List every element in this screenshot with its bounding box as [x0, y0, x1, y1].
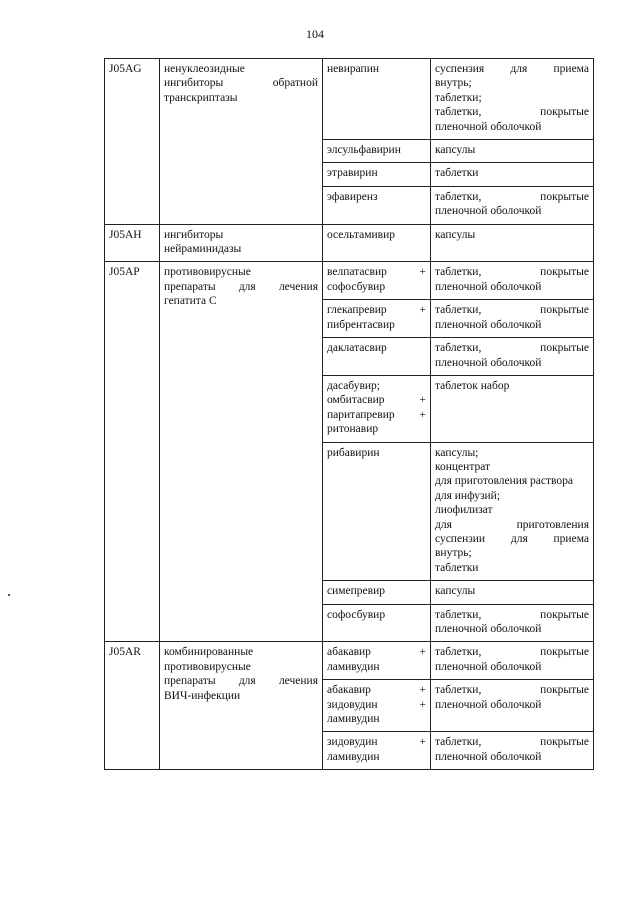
pharmacological-group-cell: [160, 262, 323, 642]
group-text-line: гепатита С: [164, 295, 217, 308]
atc-code-cell: J05AH: [105, 224, 160, 262]
drug-name-cell: [323, 581, 431, 604]
drug-name-cell: [323, 224, 431, 262]
drug-name-line: дасабувир;: [327, 379, 380, 392]
drug-name-line: элсульфавирин: [327, 144, 401, 157]
group-text-line: комбинированные: [164, 646, 254, 659]
drug-name-line: омбитасвир +: [327, 394, 426, 407]
table-row: [105, 59, 594, 140]
drug-name-line: этравирин: [327, 167, 378, 180]
table-row: [105, 642, 594, 680]
dosage-form-line: пленочной оболочкой: [435, 698, 542, 711]
table-row: [105, 262, 594, 300]
drug-name-line: эфавиренз: [327, 190, 378, 203]
drug-name-line: ламивудин: [327, 713, 380, 726]
drug-name-cell: [323, 59, 431, 140]
dosage-form-line: таблетки, покрытые: [435, 684, 589, 697]
drug-name-cell: [323, 186, 431, 224]
drug-name-line: ламивудин: [327, 750, 380, 763]
drug-name-line: велпатасвир +: [327, 266, 426, 279]
group-text-line: ингибиторы обратной: [164, 77, 318, 90]
group-text-line: нейраминидазы: [164, 243, 242, 256]
page-number: 104: [306, 27, 324, 41]
dosage-form-line: суспензии для приема: [435, 532, 589, 545]
dosage-form-line: пленочной оболочкой: [435, 280, 542, 293]
dosage-form-line: таблетки, покрытые: [435, 190, 589, 203]
dosage-form-cell: [431, 300, 594, 338]
dosage-form-line: внутрь;: [435, 547, 472, 560]
dosage-form-line: капсулы: [435, 144, 476, 157]
dosage-form-line: таблетки: [435, 561, 479, 574]
dosage-form-line: суспензия для приема: [435, 63, 589, 75]
dosage-form-line: пленочной оболочкой: [435, 623, 542, 635]
group-text-line: ВИЧ-инфекции: [164, 689, 241, 702]
drug-name-cell: [323, 375, 431, 442]
drug-name-cell: [323, 140, 431, 163]
dosage-form-cell: [431, 186, 594, 224]
dosage-form-line: таблетки, покрытые: [435, 266, 589, 279]
dosage-form-line: таблетки, покрытые: [435, 646, 589, 659]
drug-name-line: софосбувир: [327, 280, 386, 293]
drug-name-cell: [323, 604, 431, 642]
drug-name-line: софосбувир: [327, 608, 386, 621]
dosage-form-line: таблетки, покрытые: [435, 342, 589, 355]
dosage-form-cell: [431, 604, 594, 642]
dosage-form-cell: [431, 338, 594, 376]
drug-name-cell: [323, 442, 431, 581]
dosage-form-line: для приготовления раствора: [435, 475, 573, 488]
dosage-form-line: таблетки;: [435, 91, 482, 104]
dosage-form-cell: [431, 732, 594, 770]
dosage-form-cell: [431, 224, 594, 262]
drug-name-line: зидовудин +: [327, 736, 426, 749]
dosage-form-line: пленочной оболочкой: [435, 318, 542, 331]
dosage-form-line: таблетки, покрытые: [435, 106, 589, 119]
drug-name-cell: [323, 642, 431, 680]
group-text-line: ненуклеозидные: [164, 63, 245, 75]
drug-name-cell: [323, 300, 431, 338]
dosage-form-cell: [431, 680, 594, 732]
drug-name-line: ритонавир: [327, 423, 379, 436]
drug-name-cell: [323, 680, 431, 732]
drug-name-line: рибавирин: [327, 446, 380, 459]
group-text-line: противовирусные: [164, 266, 251, 279]
drug-name-line: невирапин: [327, 63, 380, 75]
dosage-form-cell: [431, 375, 594, 442]
atc-code-cell: J05AG: [105, 59, 160, 225]
drug-name-line: абакавир +: [327, 684, 426, 697]
drug-name-cell: [323, 163, 431, 186]
dosage-form-cell: [431, 163, 594, 186]
group-text-line: транскриптазы: [164, 91, 238, 104]
dosage-form-line: пленочной оболочкой: [435, 120, 542, 133]
drug-classification-table: [104, 58, 594, 770]
drug-name-line: даклатасвир: [327, 342, 387, 355]
dosage-form-line: таблеток набор: [435, 379, 510, 392]
dosage-form-line: пленочной оболочкой: [435, 205, 542, 218]
dosage-form-line: для приготовления: [435, 518, 589, 531]
dosage-form-line: пленочной оболочкой: [435, 660, 542, 673]
atc-code-cell: J05AR: [105, 642, 160, 770]
dosage-form-line: таблетки, покрытые: [435, 736, 589, 749]
dosage-form-line: таблетки: [435, 167, 479, 180]
dosage-form-line: концентрат: [435, 460, 491, 473]
drug-name-line: абакавир +: [327, 646, 426, 659]
dosage-form-line: пленочной оболочкой: [435, 356, 542, 369]
drug-name-line: симепревир: [327, 585, 385, 598]
dosage-form-line: лиофилизат: [435, 504, 493, 517]
group-text-line: препараты для лечения: [164, 280, 318, 293]
dosage-form-line: капсулы;: [435, 446, 479, 459]
dosage-form-line: внутрь;: [435, 77, 472, 90]
drug-name-line: осельтамивир: [327, 228, 395, 241]
scan-speck: [8, 594, 10, 596]
group-text-line: противовирусные: [164, 660, 251, 673]
dosage-form-cell: [431, 642, 594, 680]
dosage-form-cell: [431, 262, 594, 300]
dosage-form-cell: [431, 140, 594, 163]
dosage-form-cell: [431, 442, 594, 581]
pharmacological-group-cell: [160, 642, 323, 770]
dosage-form-line: капсулы: [435, 228, 476, 241]
drug-name-line: зидовудин +: [327, 698, 426, 711]
dosage-form-cell: [431, 581, 594, 604]
dosage-form-line: капсулы: [435, 585, 476, 598]
drug-name-line: глекапревир +: [327, 304, 426, 317]
drug-name-cell: [323, 262, 431, 300]
pharmacological-group-cell: [160, 224, 323, 262]
dosage-form-cell: [431, 59, 594, 140]
atc-code-cell: J05AP: [105, 262, 160, 642]
dosage-form-line: таблетки, покрытые: [435, 304, 589, 317]
dosage-form-line: таблетки, покрытые: [435, 608, 589, 621]
group-text-line: препараты для лечения: [164, 675, 318, 688]
drug-name-cell: [323, 732, 431, 770]
drug-name-line: паритапревир +: [327, 408, 426, 421]
table-body: [105, 59, 594, 770]
drug-name-cell: [323, 338, 431, 376]
pharmacological-group-cell: [160, 59, 323, 225]
drug-name-line: ламивудин: [327, 660, 380, 673]
table-row: [105, 224, 594, 262]
group-text-line: ингибиторы: [164, 228, 224, 241]
drug-name-line: пибрентасвир: [327, 318, 395, 331]
dosage-form-line: для инфузий;: [435, 489, 501, 502]
dosage-form-line: пленочной оболочкой: [435, 750, 542, 763]
